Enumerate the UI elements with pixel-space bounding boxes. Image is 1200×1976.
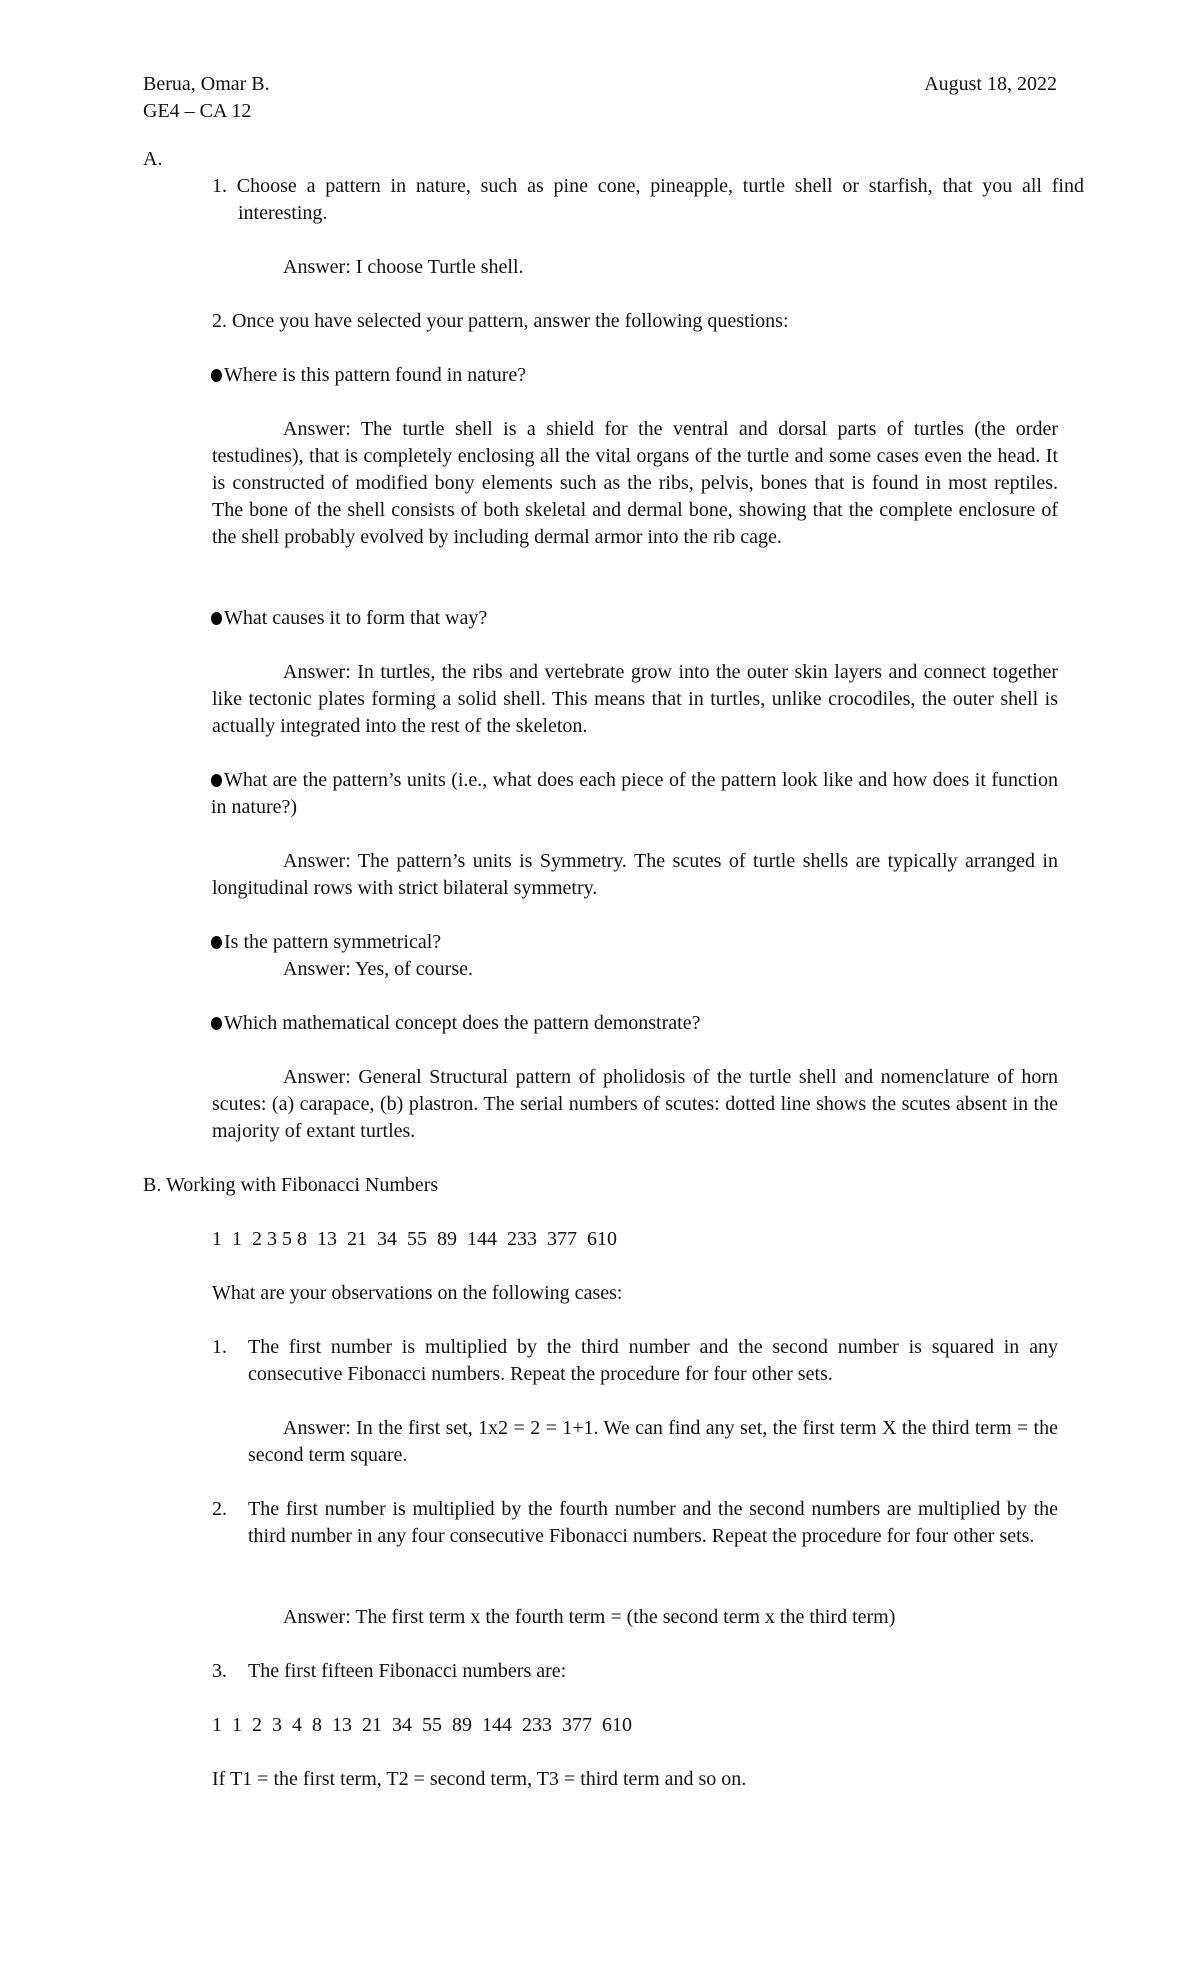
bullet-question-2: [211, 605, 487, 632]
item-3-text: The first fifteen Fibonacci numbers are:: [248, 1660, 567, 1682]
item-1-text: The first number is multiplied by the third number and the second number is squared in any consecutive Fibonacci numbers. Repeat the procedure for four other sets.: [248, 1336, 1058, 1385]
question-2: 2. Once you have selected your pattern, answer the following questions:: [212, 310, 789, 332]
bullet-answer-2: [212, 659, 1058, 740]
bullet-answer-text: Answer: The turtle shell is a shield for the ventral and dorsal parts of turtles (the order testudines), that is completely enclosing all the vital organs of the turtle and some cases even the head. It is constructed of modified bony elements such as the ribs, pelvis, bones that is found in most reptiles. The bone of the shell consists of both skeletal and dermal bone, showing that the complete enclosure of the shell probably evolved by including dermal armor into the rib cage.: [212, 418, 1058, 548]
item-3-number: 3.: [212, 1660, 227, 1682]
question-1-answer: Answer: I choose Turtle shell.: [283, 256, 524, 278]
bullet-answer-4: Answer: Yes, of course.: [283, 958, 473, 980]
bullet-answer-5: [212, 1064, 1058, 1145]
question-1-text: 1. Choose a pattern in nature, such as pine cone, pineapple, turtle shell or starfish, that you all find interesting.: [212, 175, 1084, 224]
bullet-icon: [211, 612, 222, 625]
bullet-question-text: Where is this pattern found in nature?: [224, 364, 527, 386]
section-a-label: A.: [143, 148, 163, 170]
author-name: Berua, Omar B.: [143, 73, 270, 95]
bullet-icon: [211, 1017, 222, 1030]
bullet-question-text: What causes it to form that way?: [224, 607, 488, 629]
bullet-answer-text: Answer: General Structural pattern of pholidosis of the turtle shell and nomenclature of horn scutes: (a) carapace, (b) plastron. The serial numbers of scutes: dotted line shows the scutes absent in the majority of extant turtles.: [212, 1066, 1058, 1142]
question-1: [212, 173, 1084, 227]
fibonacci-sequence-2: 1 1 2 3 4 8 13 21 34 55 89 144 233 377 610: [212, 1714, 632, 1736]
item-1-answer: [248, 1415, 1058, 1469]
item-1-answer-text: Answer: In the first set, 1x2 = 2 = 1+1. We can find any set, the first term X the third term = the second term square.: [248, 1417, 1058, 1466]
bullet-question-1: [211, 362, 526, 389]
item-1-number: 1.: [212, 1336, 227, 1358]
bullet-question-5: [211, 1010, 700, 1037]
bullet-question-text: What are the pattern’s units (i.e., what does each piece of the pattern look like and how does it function in nature?): [211, 769, 1058, 818]
terms-note: If T1 = the first term, T2 = second term, T3 = third term and so on.: [212, 1768, 747, 1790]
fibonacci-sequence-1: 1 1 2 3 5 8 13 21 34 55 89 144 233 377 610: [212, 1228, 617, 1250]
bullet-question-4: [211, 929, 441, 956]
bullet-answer-text: Answer: The pattern’s units is Symmetry. The scutes of turtle shells are typically arranged in longitudinal rows with strict bilateral symmetry.: [212, 850, 1058, 899]
item-2-number: 2.: [212, 1498, 227, 1520]
bullet-icon: [211, 369, 222, 382]
bullet-question-text: Which mathematical concept does the pattern demonstrate?: [224, 1012, 701, 1034]
bullet-icon: [211, 774, 222, 787]
bullet-icon: [211, 936, 222, 949]
item-2-text: The first number is multiplied by the fourth number and the second numbers are multiplied by the third number in any four consecutive Fibonacci numbers. Repeat the procedure for four other sets.: [248, 1498, 1058, 1547]
bullet-question-3: [211, 767, 1058, 821]
bullet-answer-3: [212, 848, 1058, 902]
course-code: GE4 – CA 12: [143, 100, 252, 122]
observation-prompt: What are your observations on the following cases:: [212, 1282, 623, 1304]
bullet-answer-1: [212, 416, 1058, 551]
section-b-title: B. Working with Fibonacci Numbers: [143, 1174, 439, 1196]
bullet-answer-text: Answer: In turtles, the ribs and vertebrate grow into the outer skin layers and connect together like tectonic plates forming a solid shell. This means that in turtles, unlike crocodiles, the outer shell is actually integrated into the rest of the skeleton.: [212, 661, 1058, 737]
item-2-answer: Answer: The first term x the fourth term = (the second term x the third term): [283, 1606, 896, 1628]
document-date: August 18, 2022: [924, 73, 1057, 95]
bullet-question-text: Is the pattern symmetrical?: [224, 931, 442, 953]
